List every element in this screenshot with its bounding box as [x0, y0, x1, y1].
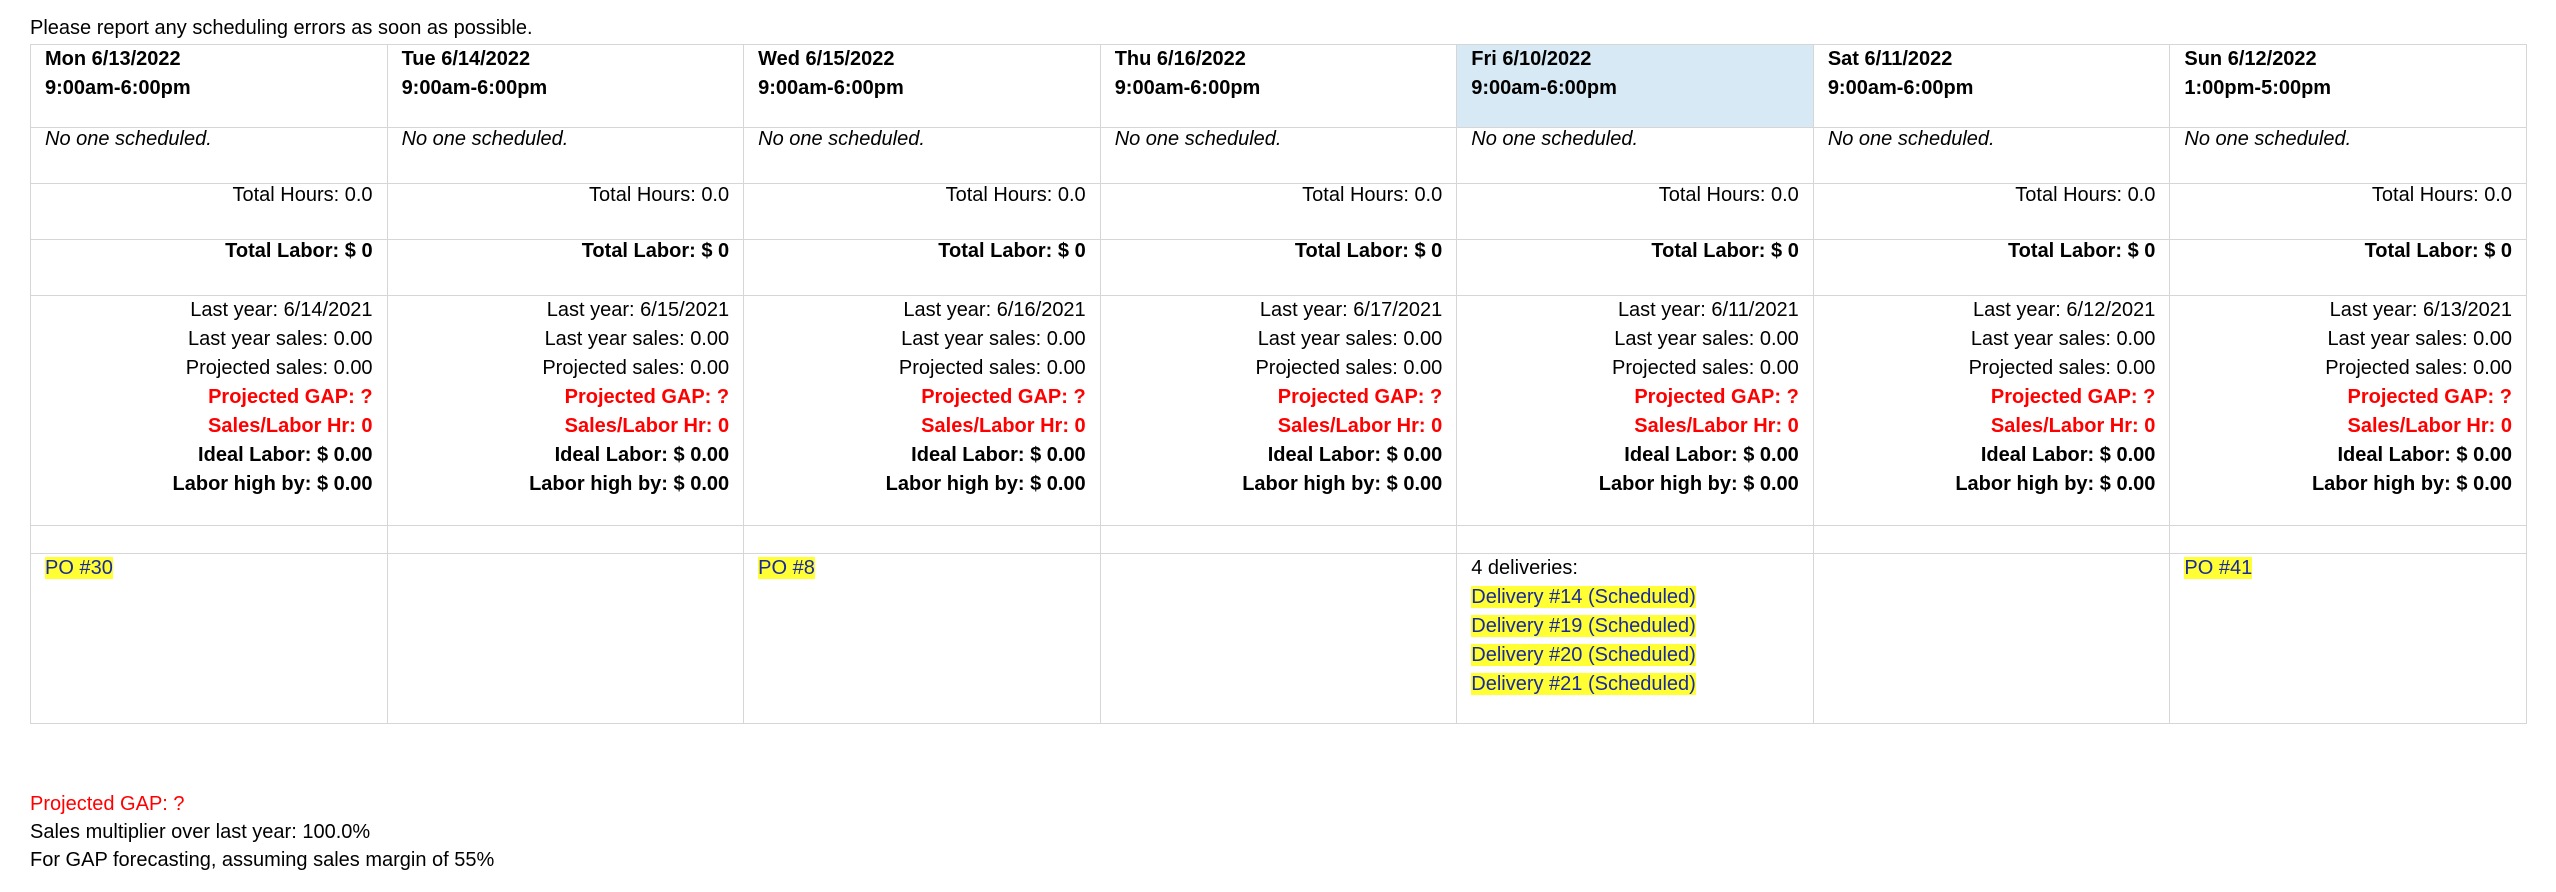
spacer-row: [31, 526, 2527, 554]
stats-cell: [1813, 296, 2170, 526]
day-header: [744, 45, 1101, 128]
last-year: Last year: 6/16/2021: [903, 299, 1086, 321]
labor-high-by: Labor high by: $ 0.00: [1598, 473, 1799, 495]
ideal-labor: Ideal Labor: $ 0.00: [554, 444, 730, 466]
deliveries-count: 4 deliveries:: [1471, 557, 1578, 579]
orders-cell: [1100, 554, 1457, 724]
projected-gap: Projected GAP: ?: [208, 386, 373, 408]
footer-multiplier: Sales multiplier over last year: 100.0%: [30, 821, 371, 843]
stats-cell: [744, 296, 1101, 526]
stats-cell: [1457, 296, 1814, 526]
orders-cell: [2170, 554, 2527, 724]
schedule-table: [30, 44, 2527, 724]
ideal-labor: Ideal Labor: $ 0.00: [2337, 444, 2512, 466]
delivery-link[interactable]: Delivery #19 (Scheduled): [1471, 615, 1696, 637]
ideal-labor: Ideal Labor: $ 0.00: [1267, 444, 1443, 466]
labor-high-by: Labor high by: $ 0.00: [529, 473, 730, 495]
schedule-row: [31, 128, 2527, 184]
sales-labor-hr: Sales/Labor Hr: 0: [1990, 415, 2156, 437]
total-hours-cell: Total Hours: 0.0: [2170, 184, 2527, 240]
projected-gap: Projected GAP: ?: [564, 386, 730, 408]
spacer-cell: [744, 526, 1101, 554]
total-labor-cell: Total Labor: $ 0: [387, 240, 744, 296]
day-hours: 9:00am-6:00pm: [45, 77, 191, 99]
sales-labor-hr: Sales/Labor Hr: 0: [208, 415, 373, 437]
orders-cell: [744, 554, 1101, 724]
projected-sales: Projected sales: 0.00: [1612, 357, 1799, 379]
projected-gap: Projected GAP: ?: [1990, 386, 2156, 408]
schedule-cell: No one scheduled.: [744, 128, 1101, 184]
day-header: [31, 45, 388, 128]
total-hours-cell: Total Hours: 0.0: [744, 184, 1101, 240]
last-year: Last year: 6/13/2021: [2329, 299, 2512, 321]
last-year: Last year: 6/15/2021: [546, 299, 730, 321]
schedule-cell: No one scheduled.: [2170, 128, 2527, 184]
day-date: Sun 6/12/2022: [2184, 48, 2317, 70]
orders-cell: [1457, 554, 1814, 724]
schedule-cell: No one scheduled.: [31, 128, 388, 184]
orders-cell: [1813, 554, 2170, 724]
projected-sales: Projected sales: 0.00: [898, 357, 1086, 379]
total-labor-row: [31, 240, 2527, 296]
notice-text: Please report any scheduling errors as soon as possible.: [30, 17, 533, 39]
total-labor-cell: Total Labor: $ 0: [2170, 240, 2527, 296]
total-hours-cell: Total Hours: 0.0: [387, 184, 744, 240]
total-hours-row: [31, 184, 2527, 240]
last-year-sales: Last year sales: 0.00: [544, 328, 730, 350]
sales-labor-hr: Sales/Labor Hr: 0: [1634, 415, 1799, 437]
spacer-cell: [2170, 526, 2527, 554]
total-hours-cell: Total Hours: 0.0: [1457, 184, 1814, 240]
total-labor-cell: Total Labor: $ 0: [744, 240, 1101, 296]
last-year-sales: Last year sales: 0.00: [1257, 328, 1443, 350]
forecast-footer: [30, 790, 2556, 874]
po-link[interactable]: PO #41: [2184, 557, 2253, 579]
schedule-cell: No one scheduled.: [1813, 128, 2170, 184]
stats-cell: [2170, 296, 2527, 526]
projected-sales: Projected sales: 0.00: [542, 357, 730, 379]
ideal-labor: Ideal Labor: $ 0.00: [911, 444, 1086, 466]
last-year-sales: Last year sales: 0.00: [1614, 328, 1799, 350]
day-hours: 1:00pm-5:00pm: [2184, 77, 2332, 99]
ideal-labor: Ideal Labor: $ 0.00: [1980, 444, 2156, 466]
day-header: [1100, 45, 1457, 128]
day-header: [1813, 45, 2170, 128]
day-header: [2170, 45, 2527, 128]
labor-high-by: Labor high by: $ 0.00: [1955, 473, 2156, 495]
orders-row: [31, 554, 2527, 724]
spacer-cell: [1100, 526, 1457, 554]
labor-high-by: Labor high by: $ 0.00: [2311, 473, 2512, 495]
delivery-link[interactable]: Delivery #14 (Scheduled): [1471, 586, 1696, 608]
day-hours: 9:00am-6:00pm: [1471, 77, 1617, 99]
projected-gap: Projected GAP: ?: [1634, 386, 1799, 408]
stats-row: [31, 296, 2527, 526]
day-hours: 9:00am-6:00pm: [758, 77, 904, 99]
labor-high-by: Labor high by: $ 0.00: [172, 473, 373, 495]
day-header-today: [1457, 45, 1814, 128]
ideal-labor: Ideal Labor: $ 0.00: [1624, 444, 1799, 466]
total-hours-cell: Total Hours: 0.0: [1813, 184, 2170, 240]
total-labor-cell: Total Labor: $ 0: [1100, 240, 1457, 296]
last-year: Last year: 6/12/2021: [1973, 299, 2156, 321]
projected-gap: Projected GAP: ?: [1277, 386, 1443, 408]
projected-sales: Projected sales: 0.00: [1968, 357, 2156, 379]
day-date: Tue 6/14/2022: [401, 48, 531, 70]
projected-sales: Projected sales: 0.00: [2325, 357, 2512, 379]
schedule-cell: No one scheduled.: [1100, 128, 1457, 184]
total-labor-cell: Total Labor: $ 0: [31, 240, 388, 296]
day-hours: 9:00am-6:00pm: [1827, 77, 1974, 99]
day-date: Sat 6/11/2022: [1827, 48, 1953, 70]
schedule-cell: No one scheduled.: [387, 128, 744, 184]
sales-labor-hr: Sales/Labor Hr: 0: [564, 415, 730, 437]
total-labor-cell: Total Labor: $ 0: [1457, 240, 1814, 296]
last-year: Last year: 6/14/2021: [190, 299, 373, 321]
day-date: Wed 6/15/2022: [758, 48, 895, 70]
orders-cell: [387, 554, 744, 724]
spacer-cell: [1457, 526, 1814, 554]
projected-sales: Projected sales: 0.00: [185, 357, 373, 379]
ideal-labor: Ideal Labor: $ 0.00: [198, 444, 373, 466]
labor-high-by: Labor high by: $ 0.00: [885, 473, 1086, 495]
footer-projected-gap: Projected GAP: ?: [30, 793, 185, 815]
stats-cell: [1100, 296, 1457, 526]
projected-sales: Projected sales: 0.00: [1255, 357, 1443, 379]
projected-gap: Projected GAP: ?: [921, 386, 1086, 408]
schedule-cell: No one scheduled.: [1457, 128, 1814, 184]
spacer-cell: [31, 526, 388, 554]
day-date: Mon 6/13/2022: [45, 48, 181, 70]
po-link[interactable]: PO #30: [45, 557, 113, 579]
last-year: Last year: 6/11/2021: [1617, 299, 1799, 321]
last-year-sales: Last year sales: 0.00: [901, 328, 1086, 350]
footer-margin: For GAP forecasting, assuming sales margin of 55%: [30, 849, 495, 871]
day-header: [387, 45, 744, 128]
header-row: [31, 45, 2527, 128]
sales-labor-hr: Sales/Labor Hr: 0: [1277, 415, 1443, 437]
day-hours: 9:00am-6:00pm: [401, 77, 548, 99]
po-link[interactable]: PO #8: [758, 557, 815, 579]
spacer-cell: [1813, 526, 2170, 554]
day-date: Fri 6/10/2022: [1471, 48, 1592, 70]
delivery-link[interactable]: Delivery #20 (Scheduled): [1471, 644, 1696, 666]
total-labor-cell: Total Labor: $ 0: [1813, 240, 2170, 296]
last-year-sales: Last year sales: 0.00: [188, 328, 373, 350]
total-hours-cell: Total Hours: 0.0: [31, 184, 388, 240]
last-year-sales: Last year sales: 0.00: [2327, 328, 2512, 350]
projected-gap: Projected GAP: ?: [2347, 386, 2512, 408]
delivery-link[interactable]: Delivery #21 (Scheduled): [1471, 673, 1696, 695]
spacer-cell: [387, 526, 744, 554]
stats-cell: [387, 296, 744, 526]
labor-high-by: Labor high by: $ 0.00: [1242, 473, 1443, 495]
day-hours: 9:00am-6:00pm: [1114, 77, 1261, 99]
sales-labor-hr: Sales/Labor Hr: 0: [921, 415, 1086, 437]
sales-labor-hr: Sales/Labor Hr: 0: [2347, 415, 2512, 437]
stats-cell: [31, 296, 388, 526]
total-hours-cell: Total Hours: 0.0: [1100, 184, 1457, 240]
orders-cell: [31, 554, 388, 724]
last-year-sales: Last year sales: 0.00: [1970, 328, 2156, 350]
day-date: Thu 6/16/2022: [1114, 48, 1246, 70]
last-year: Last year: 6/17/2021: [1259, 299, 1443, 321]
